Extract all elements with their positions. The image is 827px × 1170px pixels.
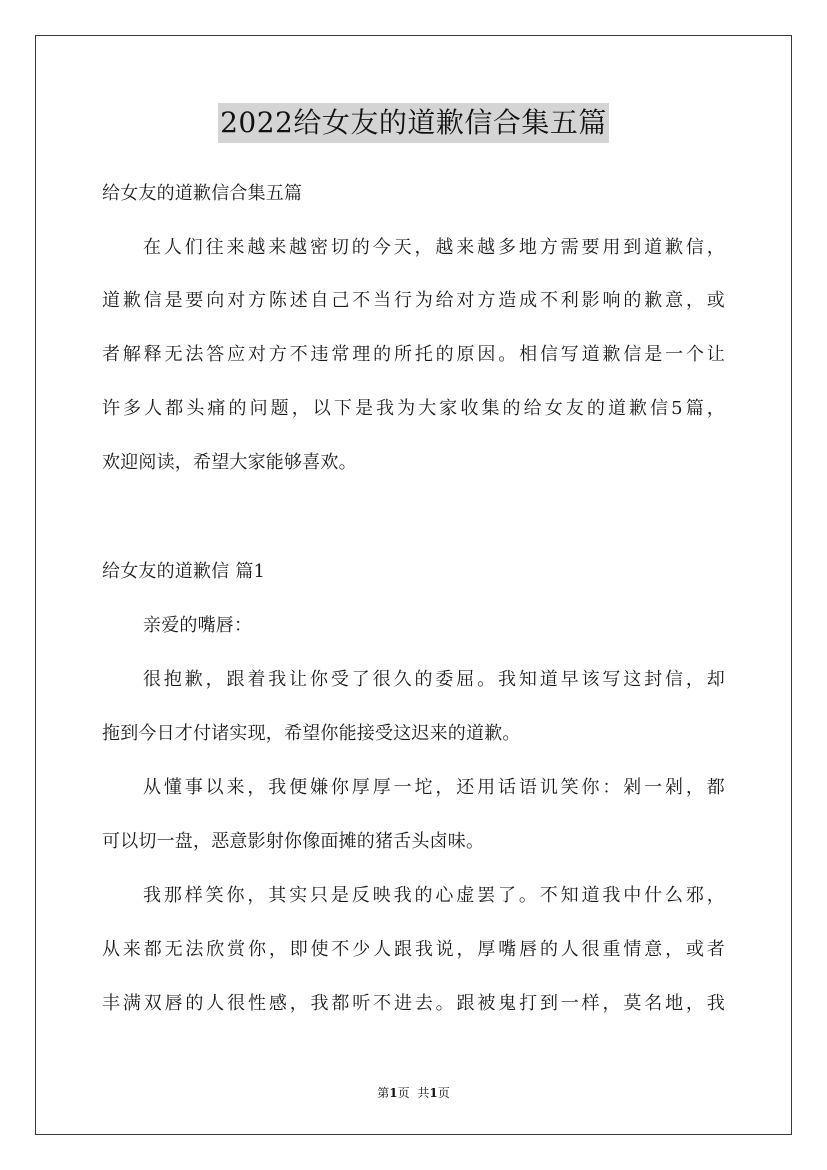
section-heading: 给女友的道歉信 篇1 <box>102 561 266 582</box>
footer-total-number: 1 <box>429 1086 438 1100</box>
body-line-3: 从懂事以来，我便嫌你厚厚一坨，还用话语讥笑你：剁一剁，都 <box>143 777 725 798</box>
page-footer <box>0 1085 827 1101</box>
intro-line-1: 在人们往来越来越密切的今天，越来越多地方需要用到道歉信， <box>143 237 725 258</box>
footer-total-prefix: 共 <box>417 1086 430 1100</box>
footer-page-prefix: 第 <box>377 1086 390 1100</box>
footer-total-suffix: 页 <box>437 1086 450 1100</box>
body-line-6: 从来都无法欣赏你，即使不少人跟我说，厚嘴唇的人很重情意，或者 <box>102 939 725 960</box>
document-title: 2022给女友的道歉信合集五篇 <box>218 103 609 143</box>
intro-line-3: 者解释无法答应对方不违常理的所托的原因。相信写道歉信是一个让 <box>102 344 725 365</box>
body-line-7: 丰满双唇的人很性感，我都听不进去。跟被鬼打到一样，莫名地，我 <box>102 993 725 1014</box>
title-container <box>0 103 827 143</box>
footer-page-number: 1 <box>389 1086 398 1100</box>
intro-line-4: 许多人都头痛的问题，以下是我为大家收集的给女友的道歉信5篇， <box>102 398 725 419</box>
intro-line-5: 欢迎阅读，希望大家能够喜欢。 <box>102 452 357 473</box>
salutation: 亲爱的嘴唇： <box>143 615 253 636</box>
intro-line-2: 道歉信是要向对方陈述自己不当行为给对方造成不利影响的歉意，或 <box>102 290 725 311</box>
body-line-4: 可以切一盘，恶意影射你像面摊的猪舌头卤味。 <box>102 831 485 852</box>
body-line-5: 我那样笑你，其实只是反映我的心虚罢了。不知道我中什么邪， <box>143 885 725 906</box>
document-subtitle: 给女友的道歉信合集五篇 <box>102 183 303 204</box>
footer-page-suffix: 页 <box>397 1086 410 1100</box>
body-line-2: 拖到今日才付诸实现，希望你能接受这迟来的道歉。 <box>102 723 521 744</box>
body-line-1: 很抱歉，跟着我让你受了很久的委屈。我知道早该写这封信，却 <box>143 669 725 690</box>
